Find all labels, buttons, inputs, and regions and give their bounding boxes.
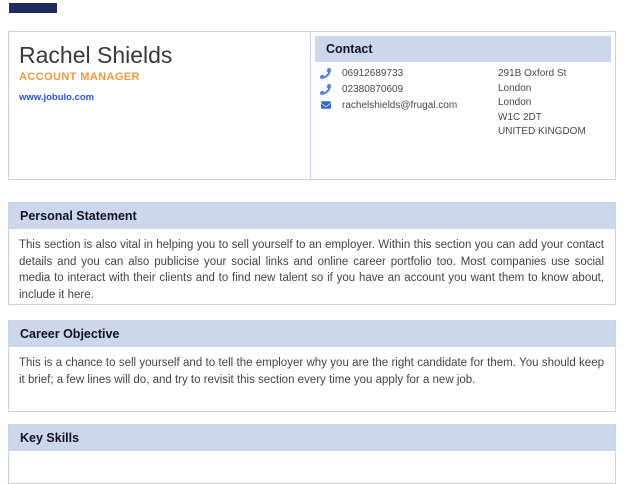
email-address: rachelshields@frugal.com <box>342 100 458 111</box>
key-skills-card <box>8 424 616 484</box>
address-line: London <box>498 97 532 108</box>
address-line: 291B Oxford St <box>498 68 567 79</box>
personal-statement-header: Personal Statement <box>9 203 615 229</box>
header-card <box>8 31 616 180</box>
address-line: UNITED KINGDOM <box>498 126 586 137</box>
email-icon <box>320 100 332 112</box>
phone-number: 02380870609 <box>342 84 404 95</box>
website-link[interactable]: www.jobulo.com <box>19 92 95 103</box>
contact-section-header: Contact <box>315 36 611 62</box>
contact-pane <box>310 32 615 179</box>
person-role: ACCOUNT MANAGER <box>19 71 140 83</box>
top-accent-bar <box>9 3 57 13</box>
career-objective-body: This is a chance to sell yourself and to tell the employer why you are the right candidate for them. You should keep it brief; a few lines will do, and try to revisit this section every time you apply for a new job. <box>19 357 604 386</box>
personal-statement-body: This section is also vital in helping you to sell yourself to an employer. Within this section you can add your contact details and you can also publicise your social links and online career portfolio too. Most companies use social media to interact with their clients and to find new talent so if you have an account you want them to know about, include it here. <box>19 239 604 301</box>
key-skills-body <box>9 451 615 459</box>
career-objective-card <box>8 320 616 412</box>
person-name: Rachel Shields <box>19 42 173 68</box>
address-line: London <box>498 82 532 94</box>
phone-icon <box>320 68 332 80</box>
career-objective-header: Career Objective <box>9 321 615 347</box>
phone-icon <box>320 84 332 96</box>
address-block <box>498 67 586 140</box>
personal-statement-card <box>8 202 616 305</box>
identity-pane <box>9 32 310 179</box>
key-skills-header: Key Skills <box>9 425 615 451</box>
phone-number: 06912689733 <box>342 68 404 79</box>
address-line: W1C 2DT <box>498 111 542 123</box>
